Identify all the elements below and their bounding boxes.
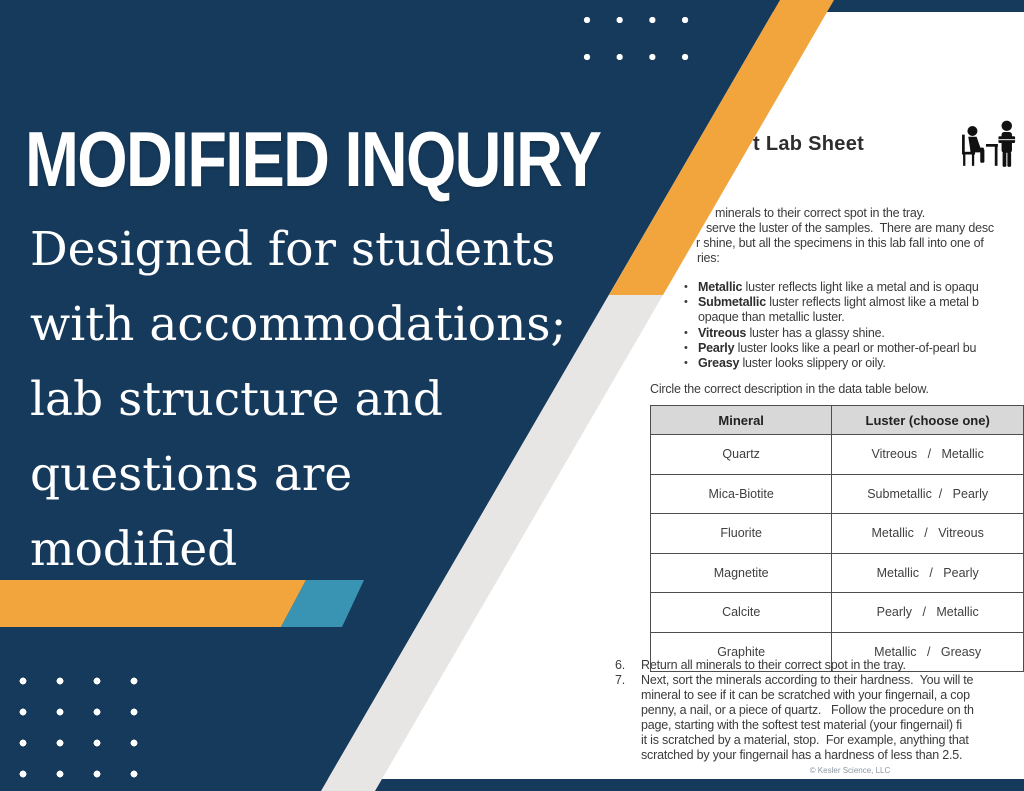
luster-cell: Submetallic / Pearly (832, 474, 1024, 514)
procedure-text-line: scratched by your fingernail has a hardness of less than 2.5. (641, 748, 963, 762)
procedure-text-line: page, starting with the softest test material (your fingernail) fi (641, 718, 962, 732)
subtitle-line: with accommodations; (30, 297, 567, 352)
bullet-item: • Vitreous luster has a glassy shine. (682, 326, 1024, 341)
intro-text-line: ries: (697, 251, 720, 265)
mineral-cell: Graphite (651, 632, 832, 672)
mineral-cell: Calcite (651, 593, 832, 633)
teacher-student-icon (952, 118, 1022, 170)
subtitle-line: Designed for students (30, 222, 556, 277)
item-number: 7. (615, 673, 626, 687)
table-row (651, 514, 1024, 554)
procedure-list (615, 658, 1024, 763)
table-row (651, 435, 1024, 475)
bullet-item-wrap: opaque than metallic luster. (698, 310, 845, 325)
luster-table-body (651, 435, 1024, 672)
procedure-text-line: Next, sort the minerals according to their hardness. You will te (641, 673, 974, 687)
subtitle-line: questions are (30, 447, 353, 502)
mineral-cell: Mica-Biotite (651, 474, 832, 514)
column-header-luster: Luster (choose one) (832, 406, 1024, 435)
subtitle-line: modified (30, 522, 238, 577)
intro-text-line: serve the luster of the samples. There are many desc (706, 221, 994, 235)
copyright-text: © Kesler Science, LLC (809, 766, 891, 775)
page-title: MODIFIED INQUIRY (25, 115, 601, 203)
subtitle-line: lab structure and (30, 372, 443, 427)
bullet-item: • Greasy luster looks slippery or oily. (682, 356, 1024, 371)
luster-table (650, 405, 1024, 672)
luster-cell: Metallic / Vitreous (832, 514, 1024, 554)
procedure-item (615, 673, 1024, 763)
table-row (651, 553, 1024, 593)
procedure-text-line: penny, a nail, or a piece of quartz. Follow the procedure on th (641, 703, 974, 717)
luster-cell: Pearly / Metallic (832, 593, 1024, 633)
dot-grid-top-icon (580, 12, 711, 86)
procedure-item (615, 658, 1024, 673)
luster-cell: Metallic / Pearly (832, 553, 1024, 593)
table-row (651, 593, 1024, 633)
lab-sheet-title: t Lab Sheet (753, 133, 865, 155)
table-row (651, 474, 1024, 514)
luster-bullet-list (682, 280, 1024, 371)
dot-grid-bottom-icon (16, 672, 164, 790)
intro-text-line: minerals to their correct spot in the tray. (715, 206, 926, 220)
mineral-cell: Fluorite (651, 514, 832, 554)
luster-cell: Vitreous / Metallic (832, 435, 1024, 475)
luster-cell: Metallic / Greasy (832, 632, 1024, 672)
mineral-cell: Quartz (651, 435, 832, 475)
bullet-item: • Submetallic luster reflects light almost like a metal b (682, 295, 1024, 310)
bullet-item: • Pearly luster looks like a pearl or mother-of-pearl bu (682, 341, 1024, 356)
subtitle-text (30, 212, 566, 587)
procedure-text-line: it is scratched by a material, stop. For example, anything that (641, 733, 969, 747)
procedure-text-line: mineral to see if it can be scratched with your fingernail, a cop (641, 688, 970, 702)
item-number: 6. (615, 658, 626, 672)
intro-text-line: r shine, but all the specimens in this lab fall into one of (696, 236, 984, 250)
table-header-row (651, 406, 1024, 435)
procedure-text-line: Return all minerals to their correct spot in the tray. (641, 658, 906, 672)
circle-instruction: Circle the correct description in the data table below. (650, 382, 929, 396)
column-header-mineral: Mineral (651, 406, 832, 435)
bullet-item: • Metallic luster reflects light like a metal and is opaqu (682, 280, 1024, 295)
mineral-cell: Magnetite (651, 553, 832, 593)
